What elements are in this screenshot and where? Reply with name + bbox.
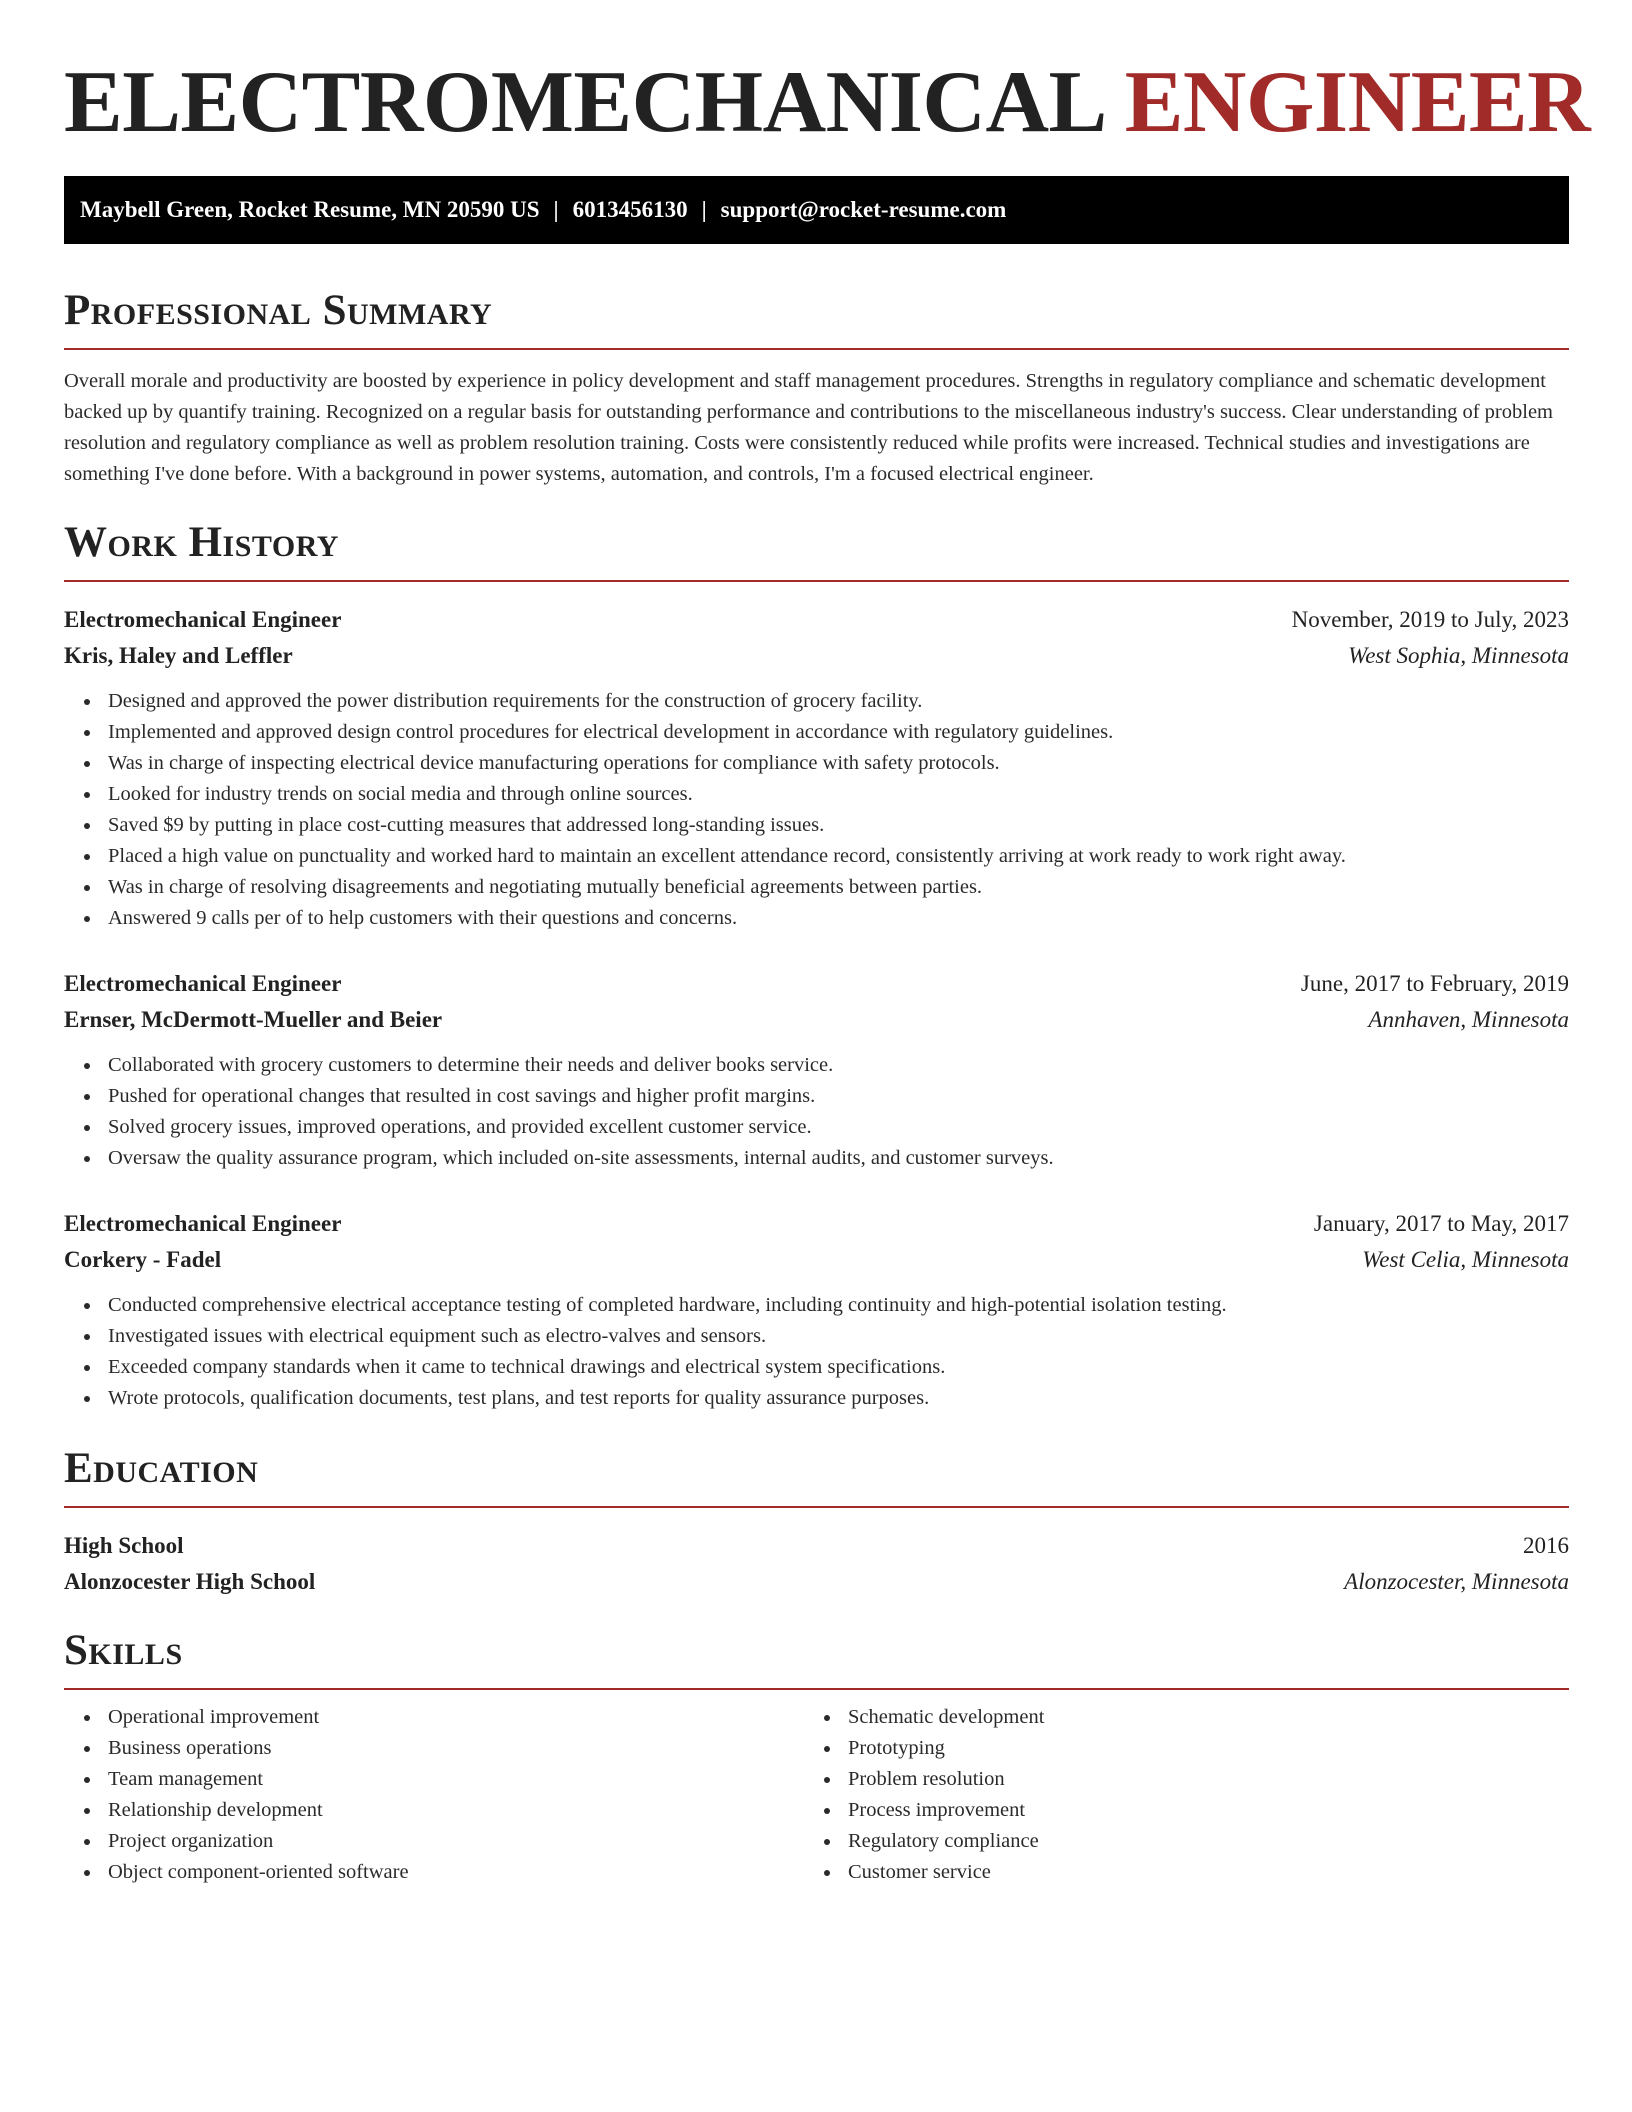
job-entry <box>64 602 1569 934</box>
work-history-list <box>64 602 1569 1414</box>
job-header-row <box>64 1206 1569 1242</box>
job-bullet: Collaborated with grocery customers to determine their needs and deliver books service. <box>108 1050 1569 1081</box>
resume-page <box>64 0 1591 1888</box>
job-company-row <box>64 638 1569 674</box>
job-bullet: Designed and approved the power distribution requirements for the construction of grocery facility. <box>108 686 1569 717</box>
job-bullets <box>64 1290 1569 1414</box>
job-entry <box>64 966 1569 1174</box>
skills-list-left <box>64 1702 804 1888</box>
title-main: ELECTROMECHANICAL <box>64 54 1107 151</box>
skill-item: Operational improvement <box>108 1702 804 1733</box>
contact-separator: | <box>701 197 707 222</box>
section-heading-education: Education <box>64 1445 259 1492</box>
contact-address: Maybell Green, Rocket Resume, MN 20590 US <box>80 197 540 222</box>
job-location: West Sophia, Minnesota <box>1348 643 1569 668</box>
contact-phone: 6013456130 <box>572 197 688 222</box>
job-location: West Celia, Minnesota <box>1362 1247 1569 1272</box>
job-entry <box>64 1206 1569 1414</box>
job-bullet: Saved $9 by putting in place cost-cutting measures that addressed long-standing issues. <box>108 810 1569 841</box>
section-heading-summary: Professional Summary <box>64 287 493 334</box>
job-bullets <box>64 1050 1569 1174</box>
job-bullet: Wrote protocols, qualification documents, test plans, and test reports for quality assurance purposes. <box>108 1383 1569 1414</box>
job-location: Annhaven, Minnesota <box>1368 1007 1569 1032</box>
education-location: Alonzocester, Minnesota <box>1344 1569 1569 1594</box>
job-dates: June, 2017 to February, 2019 <box>1300 971 1569 996</box>
section-heading-skills: Skills <box>64 1627 183 1674</box>
job-bullet: Placed a high value on punctuality and worked hard to maintain an excellent attendance record, consistently arriving at work ready to work right away. <box>108 841 1569 872</box>
job-company: Kris, Haley and Leffler <box>64 643 293 668</box>
section-divider <box>64 348 1569 350</box>
job-title: Electromechanical Engineer <box>64 971 342 996</box>
skill-item: Project organization <box>108 1826 804 1857</box>
skills-list-right <box>804 1702 1544 1888</box>
skill-item: Relationship development <box>108 1795 804 1826</box>
job-header-row <box>64 602 1569 638</box>
job-bullets <box>64 686 1569 934</box>
education-year: 2016 <box>1523 1533 1569 1558</box>
job-header-row <box>64 966 1569 1002</box>
job-bullet: Oversaw the quality assurance program, which included on-site assessments, internal audits, and customer surveys. <box>108 1143 1569 1174</box>
summary-text: Overall morale and productivity are boosted by experience in policy development and staff management procedures. Strengths in regulatory compliance and schematic development backed up by quantify training. Recognized on a regular basis for outstanding performance and contributions to the miscellaneous industry's success. Clear understanding of problem resolution and regulatory compliance as well as problem resolution training. Costs were consistently reduced while profits were increased. Technical studies and investigations are something I've done before. With a background in power systems, automation, and controls, I'm a focused electrical engineer. <box>64 370 1553 485</box>
education-degree: High School <box>64 1533 184 1558</box>
job-bullet: Answered 9 calls per of to help customers with their questions and concerns. <box>108 903 1569 934</box>
job-bullet: Was in charge of resolving disagreements and negotiating mutually beneficial agreements between parties. <box>108 872 1569 903</box>
skills-column-left <box>64 1702 804 1888</box>
job-title: Electromechanical Engineer <box>64 1211 342 1236</box>
skill-item: Object component-oriented software <box>108 1857 804 1888</box>
skill-item: Process improvement <box>848 1795 1544 1826</box>
section-heading-work-history: Work History <box>64 519 339 566</box>
education-entry <box>64 1528 1569 1600</box>
contact-bar <box>64 176 1569 244</box>
job-bullet: Exceeded company standards when it came to technical drawings and electrical system specifications. <box>108 1352 1569 1383</box>
education-school: Alonzocester High School <box>64 1569 316 1594</box>
job-bullet: Was in charge of inspecting electrical device manufacturing operations for compliance with safety protocols. <box>108 748 1569 779</box>
section-divider <box>64 1506 1569 1508</box>
job-title: Electromechanical Engineer <box>64 607 342 632</box>
skills-column-right <box>804 1702 1544 1888</box>
section-divider <box>64 580 1569 582</box>
job-dates: November, 2019 to July, 2023 <box>1291 607 1569 632</box>
skill-item: Problem resolution <box>848 1764 1544 1795</box>
job-bullet: Pushed for operational changes that resulted in cost savings and higher profit margins. <box>108 1081 1569 1112</box>
job-bullet: Looked for industry trends on social media and through online sources. <box>108 779 1569 810</box>
resume-title <box>64 54 1591 151</box>
skill-item: Business operations <box>108 1733 804 1764</box>
skill-item: Customer service <box>848 1857 1544 1888</box>
job-dates: January, 2017 to May, 2017 <box>1313 1211 1569 1236</box>
skill-item: Regulatory compliance <box>848 1826 1544 1857</box>
skill-item: Schematic development <box>848 1702 1544 1733</box>
job-company-row <box>64 1242 1569 1278</box>
skill-item: Prototyping <box>848 1733 1544 1764</box>
job-company-row <box>64 1002 1569 1038</box>
job-company: Ernser, McDermott-Mueller and Beier <box>64 1007 443 1032</box>
skills-grid <box>64 1702 1569 1888</box>
contact-separator: | <box>553 197 559 222</box>
section-divider <box>64 1688 1569 1690</box>
title-accent: ENGINEER <box>1124 54 1591 151</box>
skill-item: Team management <box>108 1764 804 1795</box>
job-bullet: Solved grocery issues, improved operations, and provided excellent customer service. <box>108 1112 1569 1143</box>
job-bullet: Investigated issues with electrical equipment such as electro-valves and sensors. <box>108 1321 1569 1352</box>
job-company: Corkery - Fadel <box>64 1247 222 1272</box>
job-bullet: Conducted comprehensive electrical acceptance testing of completed hardware, including continuity and high-potential isolation testing. <box>108 1290 1569 1321</box>
contact-email: support@rocket-resume.com <box>720 197 1007 222</box>
job-bullet: Implemented and approved design control procedures for electrical development in accordance with regulatory guidelines. <box>108 717 1569 748</box>
